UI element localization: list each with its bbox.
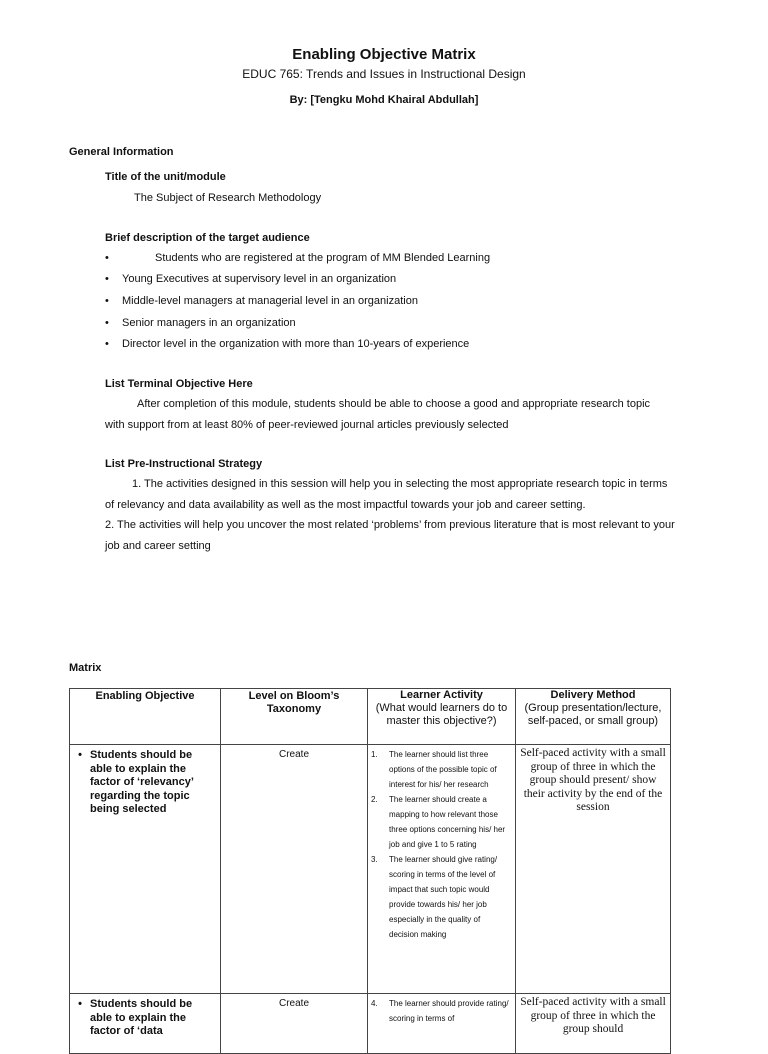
- delivery-cell: Self-paced activity with a small group of three in which the group should: [516, 994, 671, 1054]
- audience-item: Middle-level managers at managerial level in an organization: [122, 295, 418, 307]
- activity-cell: [368, 745, 516, 994]
- terminal-objective-label: List Terminal Objective Here: [105, 378, 253, 390]
- terminal-objective-text: After completion of this module, students should be able to choose a good and appropriate research topic with support from at least 80% of peer-reviewed journal articles previously selected: [105, 398, 651, 431]
- general-info-heading: General Information: [69, 146, 174, 158]
- unit-title-label: Title of the unit/module: [105, 171, 226, 183]
- bullet-icon: •: [105, 295, 109, 307]
- activity-item: [368, 852, 511, 942]
- bullet-icon: •: [105, 252, 109, 264]
- level-cell: Create: [221, 994, 368, 1054]
- activity-number: 3.: [371, 855, 378, 864]
- activity-text: The learner should give rating/ scoring in terms of the level of impact that such topic would provide towards his/ her job especially in the quality of decision making: [389, 855, 498, 939]
- audience-item: Director level in the organization with more than 10-years of experience: [122, 338, 470, 350]
- objective-text: Students should be able to explain the factor of ‘data: [90, 998, 193, 1037]
- author-line: By: [Tengku Mohd Khairal Abdullah]: [289, 94, 479, 106]
- bullet-icon: •: [105, 273, 109, 285]
- delivery-cell: Self-paced activity with a small group of three in which the group should present/ show their activity by the end of the session: [516, 745, 671, 994]
- audience-item: Senior managers in an organization: [122, 317, 296, 329]
- delivery-header-title: Delivery Method: [550, 689, 636, 701]
- course-subtitle: EDUC 765: Trends and Issues in Instructional Design: [242, 67, 526, 81]
- matrix-heading: Matrix: [69, 662, 102, 674]
- table-header-row: [70, 689, 671, 745]
- column-header-activity: [368, 689, 516, 745]
- unit-title-value: The Subject of Research Methodology: [134, 192, 322, 204]
- column-header-delivery: [516, 689, 671, 745]
- delivery-header-sub: (Group presentation/lecture, self-paced, or small group): [524, 702, 662, 727]
- activity-text: The learner should provide rating/ scoring in terms of: [389, 999, 509, 1023]
- activity-number: 2.: [371, 795, 378, 804]
- objective-text: Students should be able to explain the factor of ‘relevancy’ regarding the topic being selected: [90, 749, 194, 815]
- strategy-item: 2. The activities will help you uncover the most related ‘problems’ from previous literature that is most relevant to your job and career setting: [105, 519, 675, 552]
- bullet-icon: •: [78, 998, 82, 1010]
- activity-text: The learner should create a mapping to how relevant those three options concerning his/ her job and give 1 to 5 rating: [389, 795, 506, 849]
- column-header-level: Level on Bloom’s Taxonomy: [221, 689, 368, 745]
- activity-header-title: Learner Activity: [400, 689, 483, 701]
- objective-matrix-table: [69, 688, 671, 1054]
- audience-item: Young Executives at supervisory level in an organization: [122, 273, 397, 285]
- column-header-objective: Enabling Objective: [70, 689, 221, 745]
- document-title: Enabling Objective Matrix: [292, 46, 476, 63]
- activity-header-sub: (What would learners do to master this objective?): [375, 702, 508, 727]
- table-row: [70, 745, 671, 994]
- activity-item: [368, 996, 511, 1026]
- activity-number: 1.: [371, 750, 378, 759]
- activity-item: [368, 792, 511, 852]
- objective-cell: [70, 745, 221, 994]
- bullet-icon: •: [78, 749, 82, 761]
- bullet-icon: •: [105, 338, 109, 350]
- strategy-item: 1. The activities designed in this session will help you in selecting the most appropriate research topic in terms of relevancy and data availability as well as the most impactful towards your job and career setting.: [105, 478, 668, 511]
- audience-item: Students who are registered at the program of MM Blended Learning: [155, 252, 491, 264]
- activity-item: [368, 747, 511, 792]
- audience-label: Brief description of the target audience: [105, 232, 310, 244]
- level-cell: Create: [221, 745, 368, 994]
- bullet-icon: •: [105, 317, 109, 329]
- strategy-label: List Pre-Instructional Strategy: [105, 458, 263, 470]
- activity-text: The learner should list three options of the possible topic of interest for his/ her research: [389, 750, 497, 789]
- activity-number: 4.: [371, 999, 378, 1008]
